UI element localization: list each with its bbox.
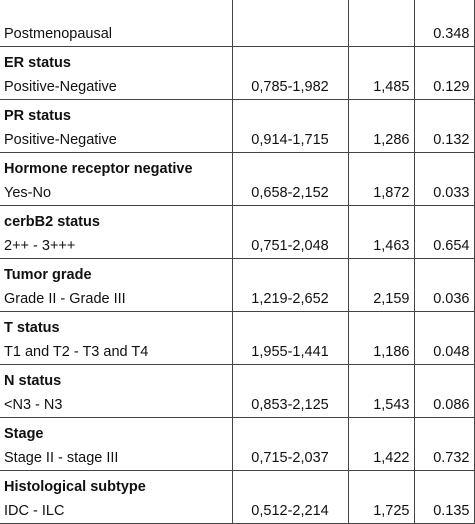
table-row-header	[0, 471, 474, 498]
hr-cell: 1,543	[348, 391, 414, 418]
row-header-label: Histological subtype	[0, 471, 232, 498]
row-header-label: Hormone receptor negative	[0, 153, 232, 180]
row-label: Positive-Negative	[0, 126, 232, 153]
p-value-cell: 0.036	[414, 285, 474, 312]
table-row-header	[0, 0, 474, 20]
table-row-header	[0, 206, 474, 233]
row-label: Grade II - Grade III	[0, 285, 232, 312]
ci-cell: 0,751-2,048	[232, 232, 348, 259]
table-row-header	[0, 312, 474, 339]
ci-cell: 0,853-2,125	[232, 391, 348, 418]
ci-cell: 0,785-1,982	[232, 73, 348, 100]
row-header-label: cerbB2 status	[0, 206, 232, 233]
row-label: T1 and T2 - T3 and T4	[0, 338, 232, 365]
p-value-cell: 0.348	[414, 20, 474, 47]
table-row-header	[0, 153, 474, 180]
p-value-cell: 0.132	[414, 126, 474, 153]
row-label: <N3 - N3	[0, 391, 232, 418]
table-row	[0, 391, 474, 418]
ci-cell: 1,219-2,652	[232, 285, 348, 312]
ci-cell: 0,658-2,152	[232, 179, 348, 206]
row-label: Stage II - stage III	[0, 444, 232, 471]
p-value-cell: 0.129	[414, 73, 474, 100]
table-row-header	[0, 418, 474, 445]
ci-cell: 0,914-1,715	[232, 126, 348, 153]
row-header-label: PR status	[0, 100, 232, 127]
hr-cell	[348, 20, 414, 47]
table-row	[0, 73, 474, 100]
table-row	[0, 126, 474, 153]
ci-cell: 0,715-2,037	[232, 444, 348, 471]
row-header-label: T status	[0, 312, 232, 339]
p-value-cell: 0.033	[414, 179, 474, 206]
row-label: Yes-No	[0, 179, 232, 206]
hr-cell: 1,463	[348, 232, 414, 259]
p-value-cell: 0.048	[414, 338, 474, 365]
ci-cell: 0,512-2,214	[232, 497, 348, 524]
table-row	[0, 444, 474, 471]
ci-cell: 1,955-1,441	[232, 338, 348, 365]
hr-cell: 1,286	[348, 126, 414, 153]
p-value-cell: 0.654	[414, 232, 474, 259]
hr-cell: 1,485	[348, 73, 414, 100]
table-row	[0, 338, 474, 365]
table-row	[0, 497, 474, 524]
ci-cell	[232, 20, 348, 47]
table-row-header	[0, 47, 474, 74]
hr-cell: 1,186	[348, 338, 414, 365]
table-row-header	[0, 365, 474, 392]
hr-cell: 1,872	[348, 179, 414, 206]
hr-cell: 1,422	[348, 444, 414, 471]
table-row-header	[0, 259, 474, 286]
row-header-label: Stage	[0, 418, 232, 445]
row-header-label: Tumor grade	[0, 259, 232, 286]
table-row	[0, 179, 474, 206]
row-header-label	[0, 0, 232, 20]
row-header-label: ER status	[0, 47, 232, 74]
p-value-cell: 0.732	[414, 444, 474, 471]
p-value-cell: 0.086	[414, 391, 474, 418]
hr-cell: 1,725	[348, 497, 414, 524]
row-label: Positive-Negative	[0, 73, 232, 100]
row-label: IDC - ILC	[0, 497, 232, 524]
row-header-label: N status	[0, 365, 232, 392]
table-row	[0, 285, 474, 312]
table-row	[0, 20, 474, 47]
hr-cell: 2,159	[348, 285, 414, 312]
p-value-cell: 0.135	[414, 497, 474, 524]
table-row-header	[0, 100, 474, 127]
row-label: Postmenopausal	[0, 20, 232, 47]
row-label: 2++ - 3+++	[0, 232, 232, 259]
table-row	[0, 232, 474, 259]
